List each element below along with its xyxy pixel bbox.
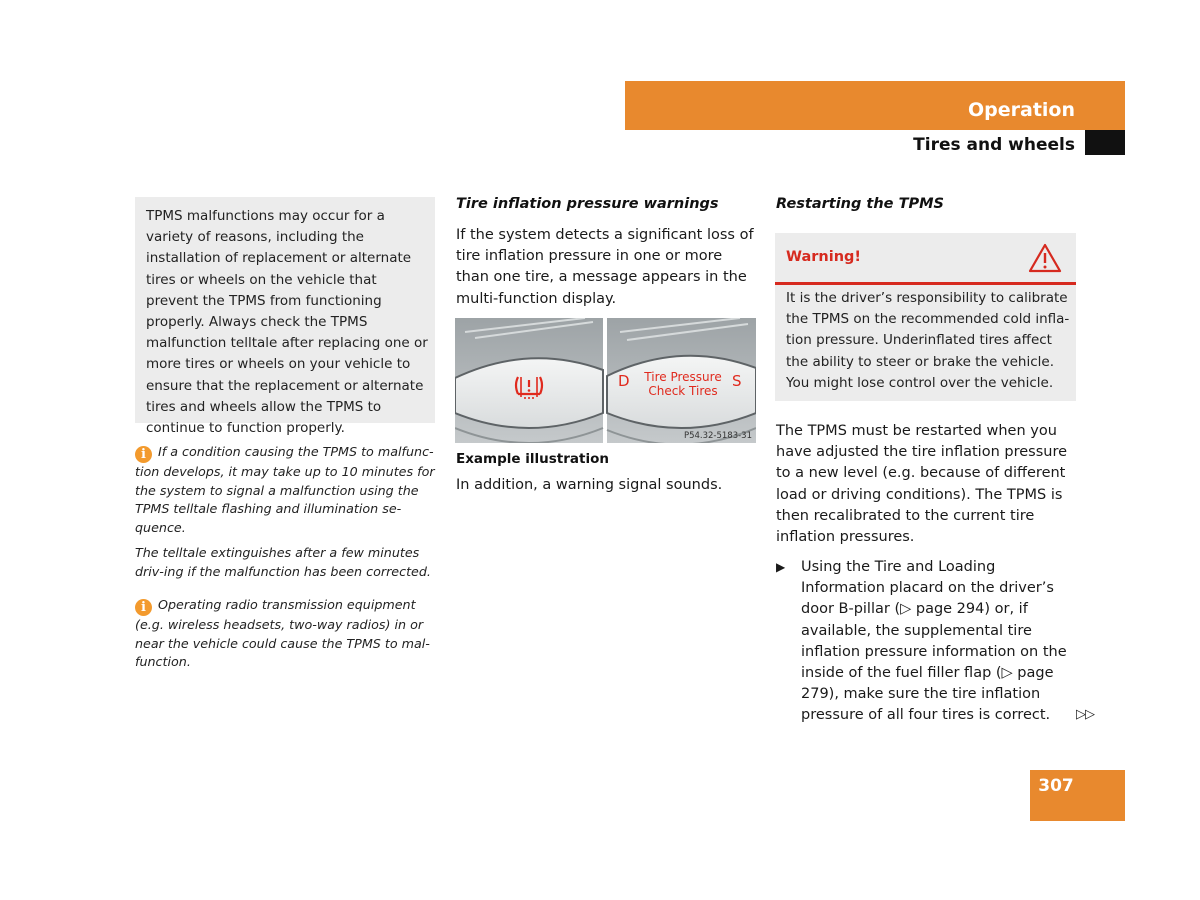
instruction-step-text: Using the Tire and Loading Information placard on the driver’s door B-pillar (▷ page 294) or, if available, the supplemental tire inflation pressure information on the inside of the fuel filler flap (▷ page 279), make sure the tire inflation pressure of all four tires is correct. — [801, 559, 1067, 724]
restart-tpms-text: The TPMS must be restarted when you have adjusted the tire inflation pressure to a new level (e.g. because of different load or driving conditions). The TPMS is then recalibrated to the current tire inflation pressures. — [776, 423, 1068, 546]
info-note-2-text: Operating radio transmission equipment (e.g. wireless headsets, two-way radios) in or near the vehicle could cause the TPMS to mal-function. — [135, 597, 430, 670]
tire-pressure-warnings-text: If the system detects a significant loss of tire inflation pressure in one or more than one tire, a message appears in the multi-function display. — [456, 227, 754, 307]
warning-text: It is the driver’s responsibility to calibrate the TPMS on the recommended cold infla-tion pressure. Underinflated tires affect the ability to steer or brake the vehicle. You might lose control over the vehicle. — [786, 290, 1070, 391]
tpms-malfunction-text: TPMS malfunctions may occur for a variety of reasons, including the installation of replacement or alternate tires or wheels on the vehicle that prevent the TPMS from functioning properly. Always check the TPMS malfunction telltale after replacing one or more tires or wheels on your vehicle to ensure that the replacement or alternate tires and wheels allow the TPMS to continue to function properly. — [146, 208, 428, 437]
info-note-2 — [135, 596, 438, 672]
warning-divider — [775, 282, 1076, 285]
gear-d-label: D — [618, 372, 630, 390]
instrument-cluster-illustration — [455, 318, 756, 443]
step-arrow-icon: ▶ — [776, 560, 786, 574]
display-message-line2: Check Tires — [648, 384, 718, 398]
warning-signal-text: In addition, a warning signal sounds. — [456, 477, 723, 493]
warning-title: Warning! — [786, 249, 862, 265]
tpms-malfunction-box — [135, 197, 435, 437]
page-number-box — [1030, 770, 1125, 821]
info-note-1-followup: The telltale extinguishes after a few minutes driv-ing if the malfunction has been corrected. — [135, 544, 431, 579]
illustration-code: P54.32-5183-31 — [683, 431, 752, 441]
warning-box — [775, 233, 1076, 401]
info-note-1 — [135, 443, 438, 581]
info-icon: i — [135, 446, 152, 463]
warning-triangle-icon — [1028, 243, 1062, 273]
instruction-step — [776, 557, 1081, 727]
continued-marker: ▷▷ — [1076, 707, 1094, 722]
heading-restarting-tpms: Restarting the TPMS — [776, 196, 944, 212]
section-title: Operation — [967, 99, 1075, 121]
illustration-caption: Example illustration — [456, 451, 609, 467]
page-number: 307 — [1038, 776, 1074, 796]
subsection-title: Tires and wheels — [913, 135, 1075, 155]
info-icon: i — [135, 599, 152, 616]
subsection-marker — [1085, 130, 1125, 155]
display-message-line1: Tire Pressure — [644, 370, 722, 384]
gear-s-label: S — [732, 372, 742, 390]
heading-tire-pressure-warnings: Tire inflation pressure warnings — [456, 196, 719, 212]
info-note-1-text: If a condition causing the TPMS to malfunc-tion develops, it may take up to 10 minutes for the system to signal a malfunction using the TPMS telltale flashing and illumination se-quence. — [135, 444, 435, 536]
